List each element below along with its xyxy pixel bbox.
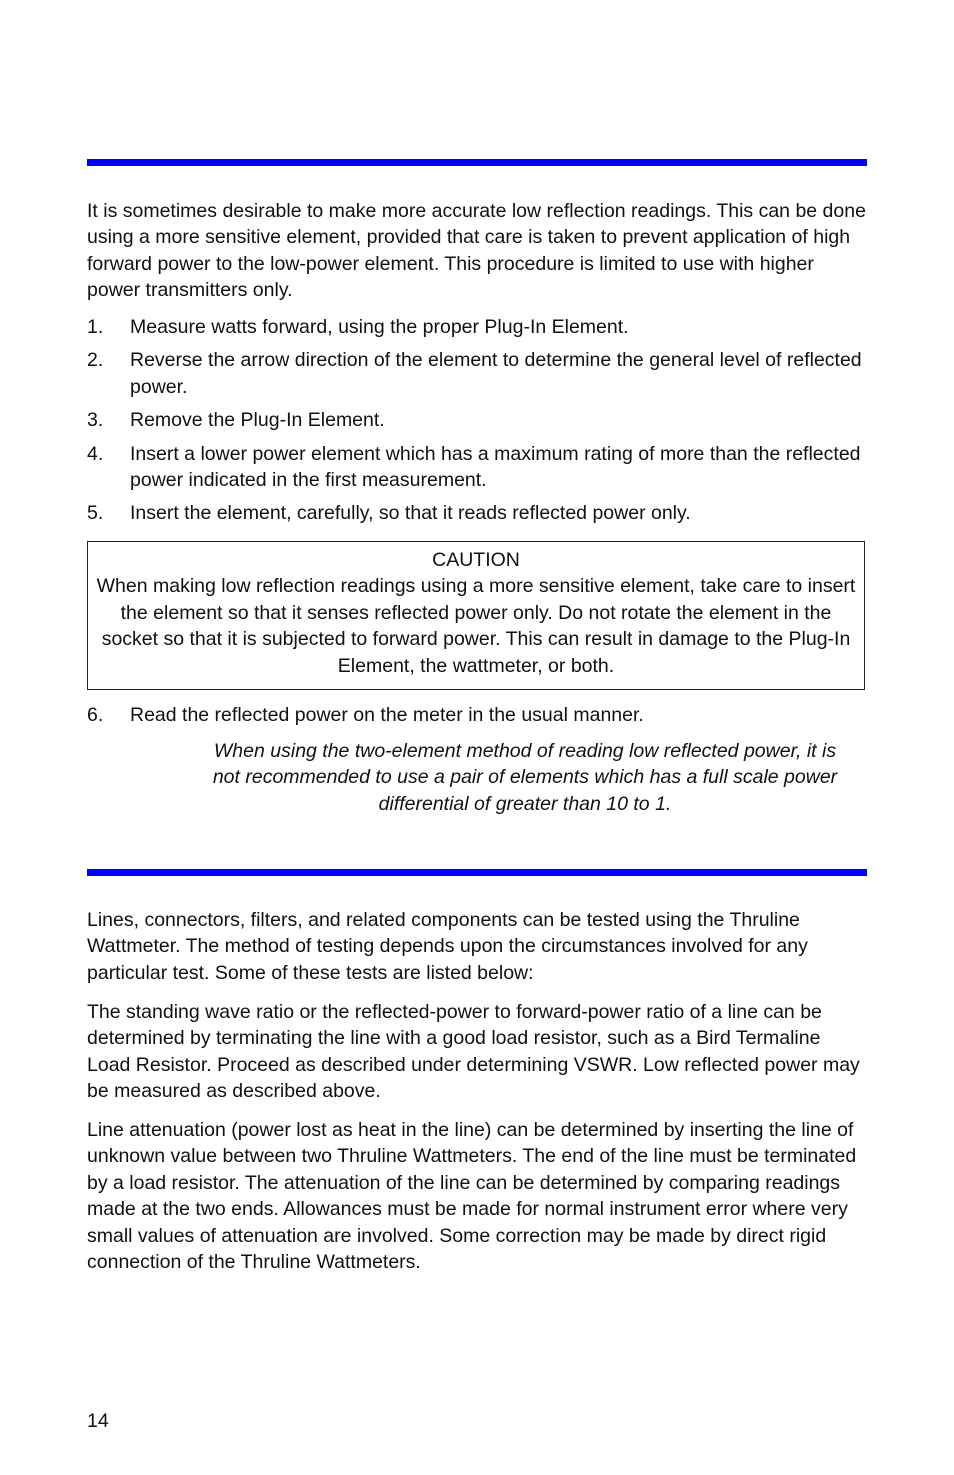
- list-item: [87, 407, 867, 433]
- step-number: 1.: [87, 316, 104, 338]
- caution-title: CAUTION: [432, 549, 520, 571]
- testing-paragraph-2: The standing wave ratio or the reflected-power to forward-power ratio of a line can be determined by terminating the line with a good load resistor, such as a Bird Termaline Load Resistor. Proceed as described under determining VSWR. Low reflected power may be measured as described above.: [87, 1001, 860, 1103]
- step-text: Insert a lower power element which has a maximum rating of more than the reflected power indicated in the first measurement.: [130, 442, 861, 492]
- list-item: [87, 314, 867, 340]
- list-item: [87, 702, 867, 728]
- list-item: [87, 500, 867, 526]
- step-number: 6.: [87, 704, 104, 726]
- caution-text: When making low reflection readings using a more sensitive element, take care to insert the element so that it senses reflected power only. Do not rotate the element in the socket so that it is subjected to forward power. This can result in damage to the Plug-In Element, the wattmeter, or both.: [96, 575, 856, 677]
- page-number: 14: [87, 1410, 109, 1432]
- step-number: 4.: [87, 442, 104, 465]
- list-item: [87, 441, 867, 494]
- intro-paragraph: It is sometimes desirable to make more accurate low reflection readings. This can be done using a more sensitive element, provided that care is taken to prevent application of high forward power to the low-power element. This procedure is limited to use with higher power transmitters only.: [87, 200, 866, 302]
- section-rule-bottom: [87, 869, 867, 876]
- step-text: Reverse the arrow direction of the element to determine the general level of reflected power.: [130, 349, 862, 398]
- step-number: 3.: [87, 409, 104, 432]
- step-number: 2.: [87, 349, 104, 372]
- step-text: Measure watts forward, using the proper Plug-In Element.: [130, 316, 629, 338]
- testing-paragraph-3: Line attenuation (power lost as heat in the line) can be determined by inserting the line of unknown value between two Thruline Wattmeters. The end of the line must be terminated by a load resistor. The attenuation of the line can be determined by comparing readings made at the two ends. Allowances must be made for normal instrument error where very small values of attenuation are involved. Some correction may be made by direct rigid connection of the Thruline Wattmeters.: [87, 1119, 857, 1274]
- step-text: Remove the Plug-In Element.: [130, 409, 385, 432]
- step-number: 5.: [87, 502, 104, 525]
- testing-paragraph-1: Lines, connectors, filters, and related components can be tested using the Thruline Wattmeter. The method of testing depends upon the circumstances involved for any particular test. Some of these tests are listed below:: [87, 909, 808, 984]
- procedure-steps-continued: [87, 702, 867, 735]
- list-item: [87, 347, 867, 400]
- caution-box: [87, 541, 865, 690]
- section-rule-top: [87, 159, 867, 166]
- procedure-steps: [87, 314, 867, 534]
- step-text: Insert the element, carefully, so that it reads reflected power only.: [130, 502, 691, 525]
- step-text: Read the reflected power on the meter in the usual manner.: [130, 704, 644, 726]
- note-text: When using the two-element method of reading low reflected power, it is not recommended to use a pair of elements which has a full scale power differential of greater than 10 to 1.: [212, 740, 838, 815]
